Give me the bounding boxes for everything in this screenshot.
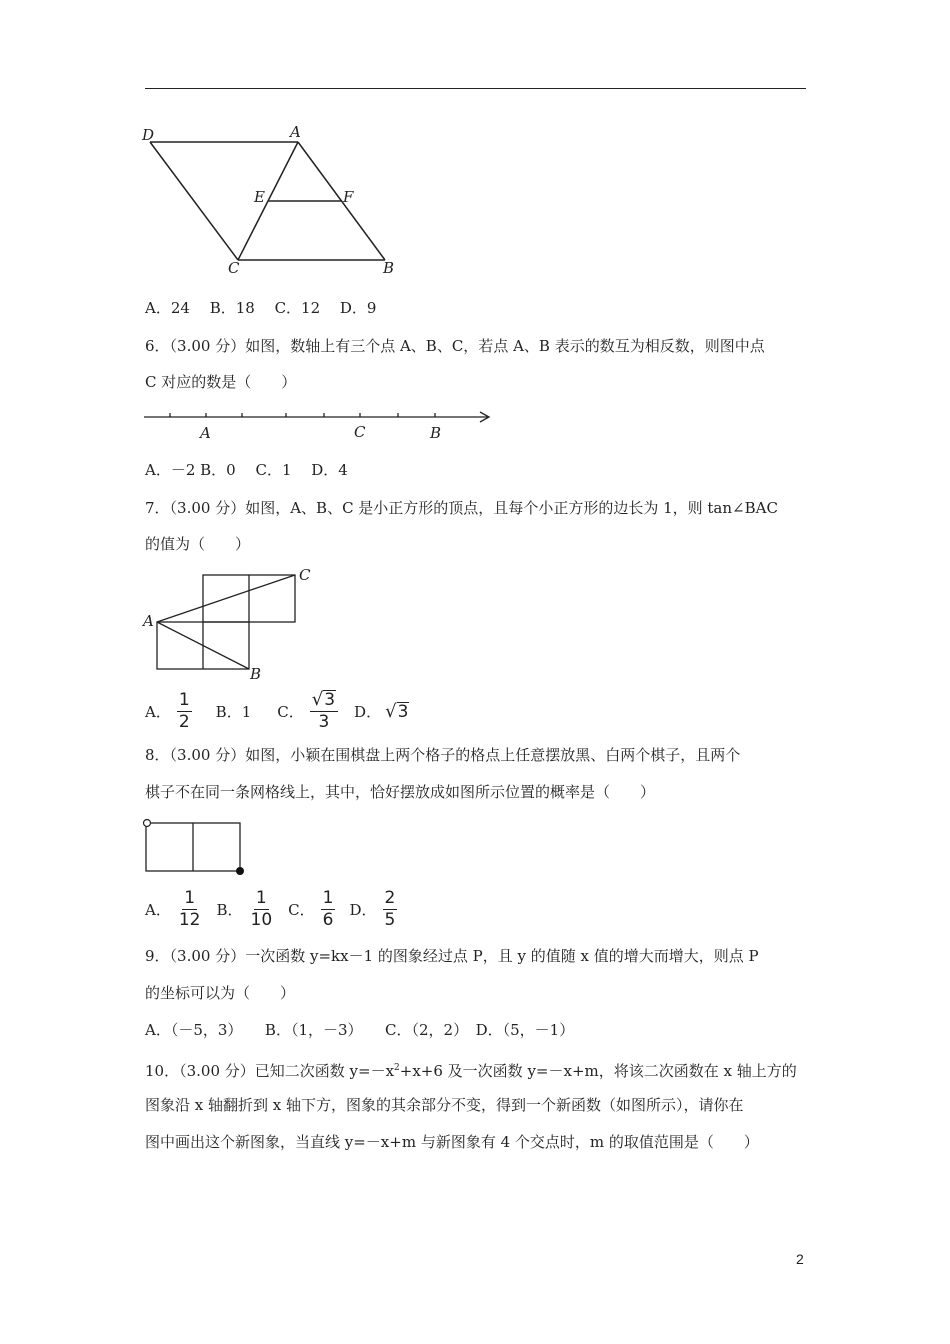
- numline-label-c: C: [354, 423, 366, 441]
- q8-line2: 棋子不在同一条网格线上，其中，恰好摆放成如图所示位置的概率是（ ）: [145, 783, 656, 801]
- q5-parallelogram-figure: [140, 120, 410, 280]
- q6-line2: C 对应的数是（ ）: [145, 373, 297, 391]
- label-d: D: [142, 126, 155, 144]
- numline-label-a: A: [200, 424, 211, 442]
- q7-option-b: B．1: [215, 702, 252, 721]
- q8-option-c: C． $\frac{1}{6}$: [288, 888, 334, 930]
- q8-line1: 8．（3.00 分）如图，小颖在围棋盘上两个格子的格点上任意摆放黑、白两个棋子，且两个: [145, 746, 741, 764]
- segment-ac: [157, 575, 295, 622]
- black-stone: [236, 867, 244, 875]
- white-stone: [144, 820, 151, 827]
- q9-options: A．（－5，3） B．（1，－3） C．（2，2） D．（5，－1）: [145, 1021, 575, 1039]
- q9-line1: 9．（3.00 分）一次函数 y=kx－1 的图象经过点 P，且 y 的值随 x 值的增大而增大，则点 P: [145, 947, 759, 965]
- q9-line2: 的坐标可以为（ ）: [145, 984, 296, 1002]
- q10-line3: 图中画出这个新图象，当直线 y=－x+m 与新图象有 4 个交点时，m 的取值范围是（ ）: [145, 1133, 759, 1151]
- q10-line2: 图象沿 x 轴翻折到 x 轴下方，图象的其余部分不变，得到一个新函数（如图所示），请你在: [145, 1096, 744, 1114]
- q6-options: A．－2 B．0 C．1 D．4: [145, 461, 348, 479]
- q10-line1: 10．（3.00 分）已知二次函数 $y=-x^2+x+6$ 及一次函数 y=－x+m，将该二次函数在 x 轴上方的: [145, 1062, 797, 1080]
- numline-label-b: B: [430, 424, 442, 442]
- q7-option-a: A． $\frac{1}{2}$: [145, 689, 190, 732]
- q6-line1: 6．（3.00 分）如图，数轴上有三个点 A、B、C，若点 A、B 表示的数互为相反数，则图中点: [145, 337, 765, 355]
- page-number: 2: [796, 1251, 804, 1267]
- label-c: C: [228, 259, 240, 277]
- q8-option-a: A． $\frac{1}{12}$: [145, 888, 201, 930]
- q8-board-figure: [140, 815, 250, 880]
- q7-line1: 7．（3.00 分）如图，A、B、C 是小正方形的顶点，且每个小正方形的边长为 1，则 tan∠BAC: [145, 499, 778, 517]
- grid-label-c: C: [299, 566, 311, 584]
- label-a: A: [290, 123, 301, 141]
- q7-options: [145, 690, 423, 732]
- q6-number-line: [140, 405, 500, 445]
- header-rule: [145, 88, 806, 89]
- q7-line2: 的值为（ ）: [145, 535, 251, 553]
- q8-option-b: B． $\frac{1}{10}$: [216, 888, 273, 930]
- q7-option-d: D． √ 3: [354, 700, 409, 722]
- grid-label-b: B: [250, 665, 262, 683]
- label-e: E: [254, 188, 265, 206]
- edge-dc: [150, 142, 238, 260]
- q7-grid-figure: [140, 560, 330, 685]
- q8-options: [145, 889, 411, 930]
- q8-option-d: D． $\frac{2}{5}$: [349, 888, 396, 930]
- grid-label-a: A: [143, 612, 154, 630]
- q5-options: A．24 B．18 C．12 D．9: [145, 299, 377, 317]
- q7-option-c: C． √ 3 3: [277, 690, 338, 732]
- label-b: B: [383, 259, 395, 277]
- label-f: F: [343, 188, 354, 206]
